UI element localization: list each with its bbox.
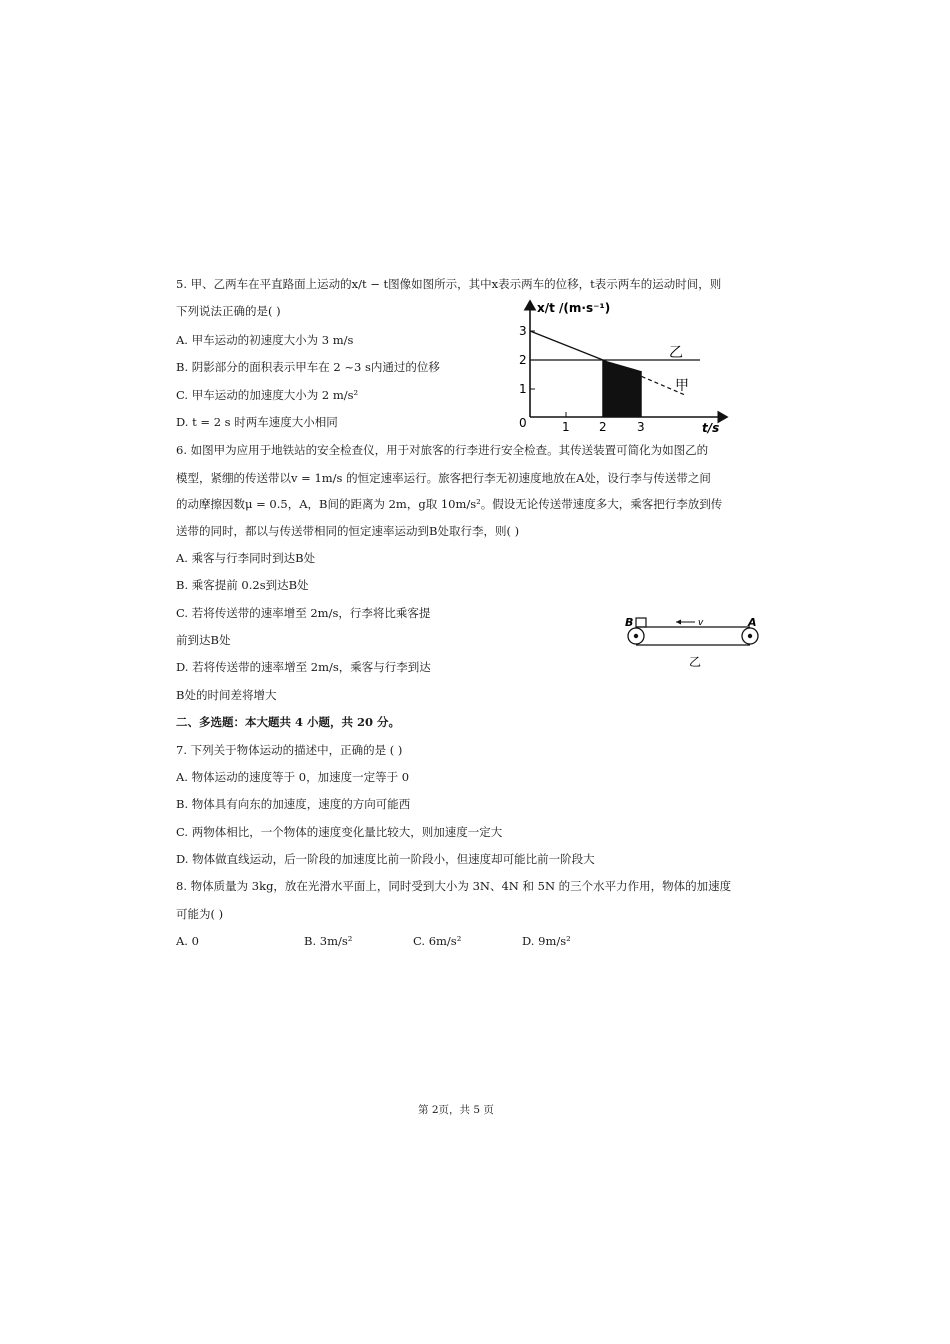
q7-option-a: A. 物体运动的速度等于 0，加速度一定等于 0 [176, 770, 410, 784]
q8-option-a: A. 0 [176, 934, 199, 948]
q6-option-a: A. 乘客与行李同时到达B处 [176, 551, 316, 565]
q6-option-c-cont: 前到达B处 [176, 633, 231, 647]
y-tick-2: 2 [519, 353, 527, 367]
q5-stem-line2: 下列说法正确的是( ) [176, 304, 281, 318]
x-tick-1: 1 [562, 420, 570, 434]
q8-option-d: D. 9m/s² [522, 934, 571, 948]
y-tick-1: 1 [519, 382, 527, 396]
q5-option-a: A. 甲车运动的初速度大小为 3 m/s [176, 333, 354, 347]
belt-caption: 乙 [689, 655, 702, 669]
q8-stem-line2: 可能为( ) [176, 907, 224, 921]
x-tick-3: 3 [637, 420, 645, 434]
section-2-heading: 二、多选题：本大题共 4 小题，共 20 分。 [176, 715, 401, 729]
origin-label: 0 [519, 416, 527, 430]
q6-option-d: D. 若将传送带的速率增至 2m/s，乘客与行李到达 [176, 660, 431, 674]
q6-option-b: B. 乘客提前 0.2s到达B处 [176, 578, 309, 592]
q6-option-d-cont: B处的时间差将增大 [176, 688, 277, 702]
q6-stem-line4: 送带的同时，都以与传送带相同的恒定速率运动到B处取行李，则( ) [176, 524, 520, 538]
shaded-area [603, 360, 641, 417]
q5-option-d: D. t = 2 s 时两车速度大小相同 [176, 415, 338, 429]
q7-option-b: B. 物体具有向东的加速度，速度的方向可能西 [176, 797, 411, 811]
label-yi: 乙 [669, 345, 683, 361]
q6-belt-diagram [620, 612, 770, 674]
q6-stem-line3: 的动摩擦因数μ = 0.5，A，B间的距离为 2m，g取 10m/s²。假设无论传送带速度多大，乘客把行李放到传 [176, 497, 723, 511]
q6-stem-line2: 模型，紧绷的传送带以v = 1m/s 的恒定速率运行。旅客把行李无初速度地放在A处，设行李与传送带之间 [176, 471, 711, 485]
q5-stem-line1: 5. 甲、乙两车在平直路面上运动的x/t − t图像如图所示，其中x表示两车的位移，t表示两车的运动时间，则 [176, 277, 722, 291]
line-jia [530, 331, 603, 360]
luggage-box [636, 618, 646, 627]
label-a: A [748, 616, 757, 629]
x-tick-2: 2 [599, 420, 607, 434]
q6-option-c: C. 若将传送带的速率增至 2m/s，行李将比乘客提 [176, 606, 431, 620]
q5-graph [505, 295, 735, 435]
q8-stem-line1: 8. 物体质量为 3kg，放在光滑水平面上，同时受到大小为 3N、4N 和 5N 的三个水平力作用，物体的加速度 [176, 879, 732, 893]
q7-option-d: D. 物体做直线运动，后一阶段的加速度比前一阶段小，但速度却可能比前一阶段大 [176, 852, 595, 866]
q6-stem-line1: 6. 如图甲为应用于地铁站的安全检查仪，用于对旅客的行李进行安全检查。其传送装置可简化为如图乙的 [176, 443, 709, 457]
page-footer: 第 2页，共 5 页 [418, 1104, 494, 1116]
q8-option-c: C. 6m/s² [413, 934, 462, 948]
y-tick-3: 3 [519, 324, 527, 338]
q8-option-b: B. 3m/s² [304, 934, 353, 948]
y-axis-label: x/t /(m·s⁻¹) [537, 301, 611, 315]
q5-option-b: B. 阴影部分的面积表示甲车在 2 ~3 s内通过的位移 [176, 360, 440, 374]
q5-option-c: C. 甲车运动的加速度大小为 2 m/s² [176, 388, 359, 402]
q7-stem: 7. 下列关于物体运动的描述中，正确的是 ( ) [176, 743, 403, 757]
x-axis-label: t/s [702, 421, 720, 435]
label-jia: 甲 [675, 378, 689, 394]
q7-option-c: C. 两物体相比，一个物体的速度变化量比较大，则加速度一定大 [176, 825, 503, 839]
label-v: v [698, 618, 704, 628]
label-b: B [625, 616, 634, 629]
